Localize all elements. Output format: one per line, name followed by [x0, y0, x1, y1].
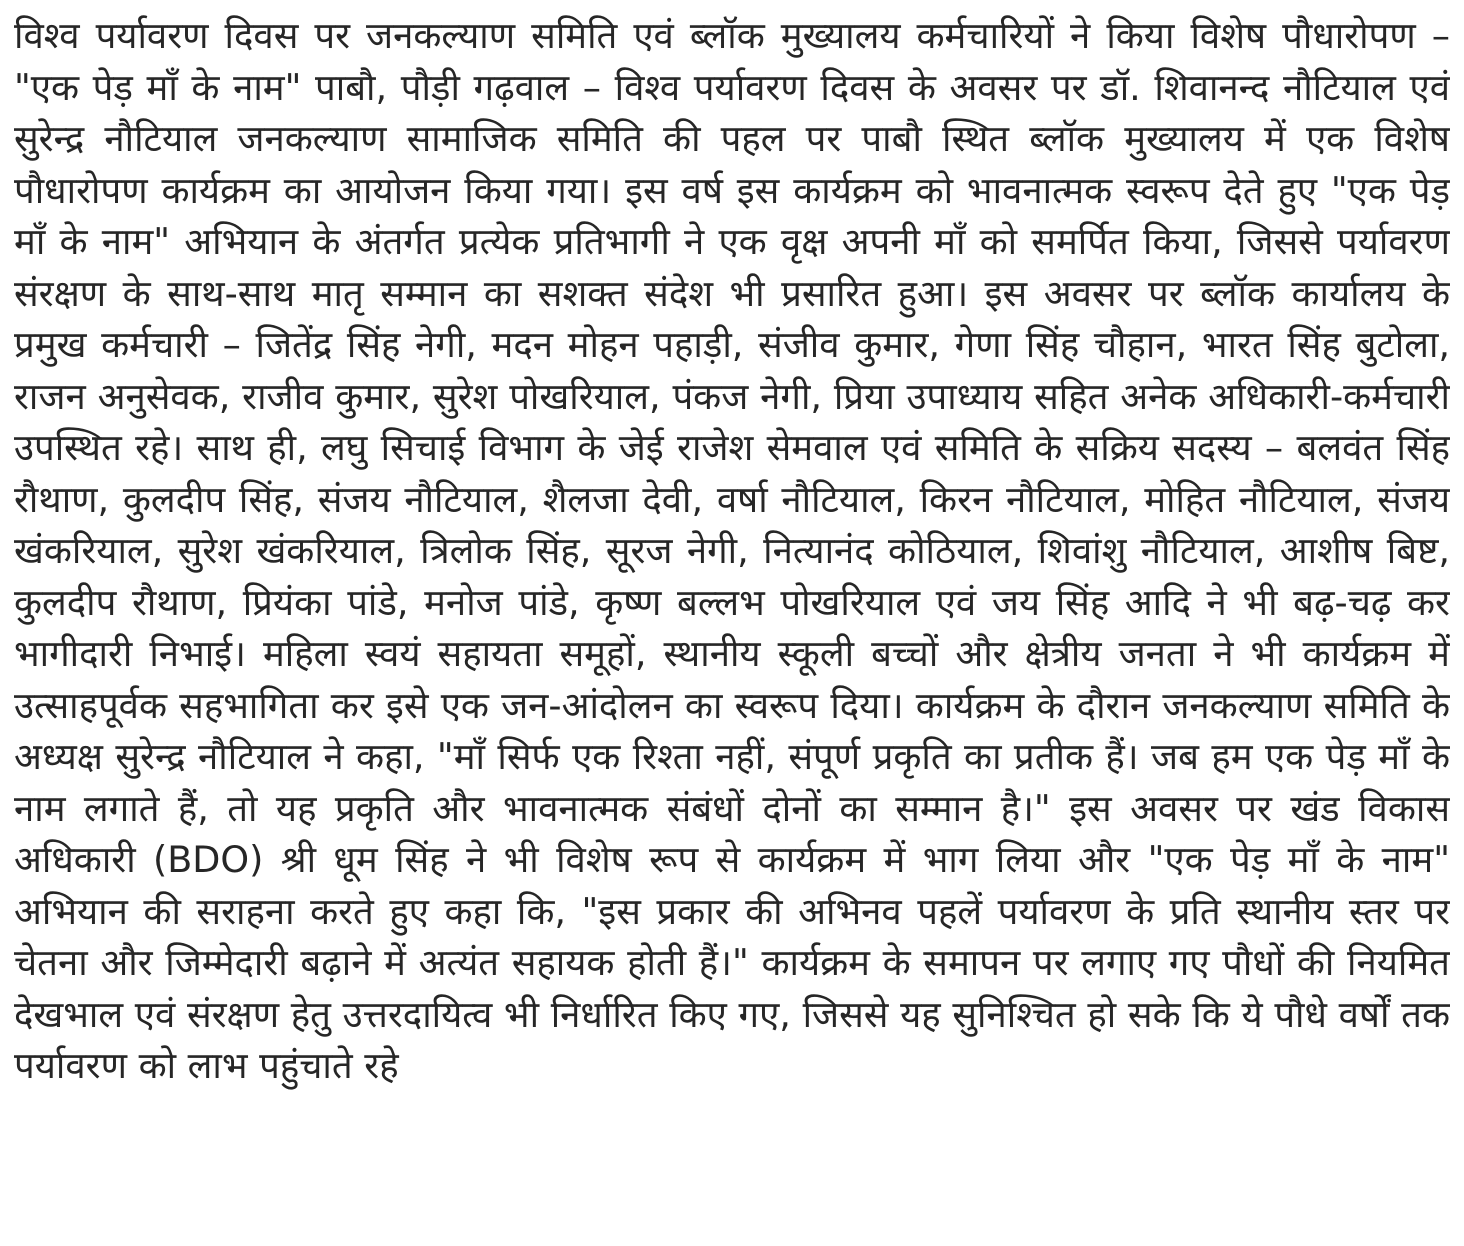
article-body: विश्व पर्यावरण दिवस पर जनकल्याण समिति एवं ब्लॉक मुख्यालय कर्मचारियों ने किया विशेष पौधारोपण – "एक पेड़ माँ के नाम" पाबौ, पौड़ी गढ़वाल – विश्व पर्यावरण दिवस के अवसर पर डॉ. शिवानन्द नौटियाल एवं सुरेन्द्र नौटियाल जनकल्याण सामाजिक समिति की पहल पर पाबौ स्थित ब्लॉक मुख्यालय में एक विशेष पौधारोपण कार्यक्रम का आयोजन किया गया। इस वर्ष इस कार्यक्रम को भावनात्मक स्वरूप देते हुए "एक पेड़ माँ के नाम" अभियान के अंतर्गत प्रत्येक प्रतिभागी ने एक वृक्ष अपनी माँ को समर्पित किया, जिससे पर्यावरण संरक्षण के साथ-साथ मातृ सम्मान का सशक्त संदेश भी प्रसारित हुआ। इस अवसर पर ब्लॉक कार्यालय के प्रमुख कर्मचारी – जितेंद्र सिंह नेगी, मदन मोहन पहाड़ी, संजीव कुमार, गेणा सिंह चौहान, भारत सिंह बुटोला, राजन अनुसेवक, राजीव कुमार, सुरेश पोखरियाल, पंकज नेगी, प्रिया उपाध्याय सहित अनेक अधिकारी-कर्मचारी उपस्थित रहे। साथ ही, लघु सिचाई विभाग के जेई राजेश सेमवाल एवं समिति के सक्रिय सदस्य – बलवंत सिंह रौथाण, कुलदीप सिंह, संजय नौटियाल, शैलजा देवी, वर्षा नौटियाल, किरन नौटियाल, मोहित नौटियाल, संजय खंकरियाल, सुरेश खंकरियाल, त्रिलोक सिंह, सूरज नेगी, नित्यानंद कोठियाल, शिवांशु नौटियाल, आशीष बिष्ट, कुलदीप रौथाण, प्रियंका पांडे, मनोज पांडे, कृष्ण बल्लभ पोखरियाल एवं जय सिंह आदि ने भी बढ़-चढ़ कर भागीदारी निभाई। महिला स्वयं सहायता समूहों, स्थानीय स्कूली बच्चों और क्षेत्रीय जनता ने भी कार्यक्रम में उत्साहपूर्वक सहभागिता कर इसे एक जन-आंदोलन का स्वरूप दिया। कार्यक्रम के दौरान जनकल्याण समिति के अध्यक्ष सुरेन्द्र नौटियाल ने कहा, "माँ सिर्फ एक रिश्ता नहीं, संपूर्ण प्रकृति का प्रतीक हैं। जब हम एक पेड़ माँ के नाम लगाते हैं, तो यह प्रकृति और भावनात्मक संबंधों दोनों का सम्मान है।" इस अवसर पर खंड विकास अधिकारी (BDO) श्री धूम सिंह ने भी विशेष रूप से कार्यक्रम में भाग लिया और "एक पेड़ माँ के नाम" अभियान की सराहना करते हुए कहा कि, "इस प्रकार की अभिनव पहलें पर्यावरण के प्रति स्थानीय स्तर पर चेतना और जिम्मेदारी बढ़ाने में अत्यंत सहायक होती हैं।" कार्यक्रम के समापन पर लगाए गए पौधों की नियमित देखभाल एवं संरक्षण हेतु उत्तरदायित्व भी निर्धारित किए गए, जिससे यह सुनिश्चित हो सके कि ये पौधे वर्षों तक पर्यावरण को लाभ पहुंचाते रहे	[14, 14, 1450, 1087]
document-page	[14, 10, 1450, 1238]
